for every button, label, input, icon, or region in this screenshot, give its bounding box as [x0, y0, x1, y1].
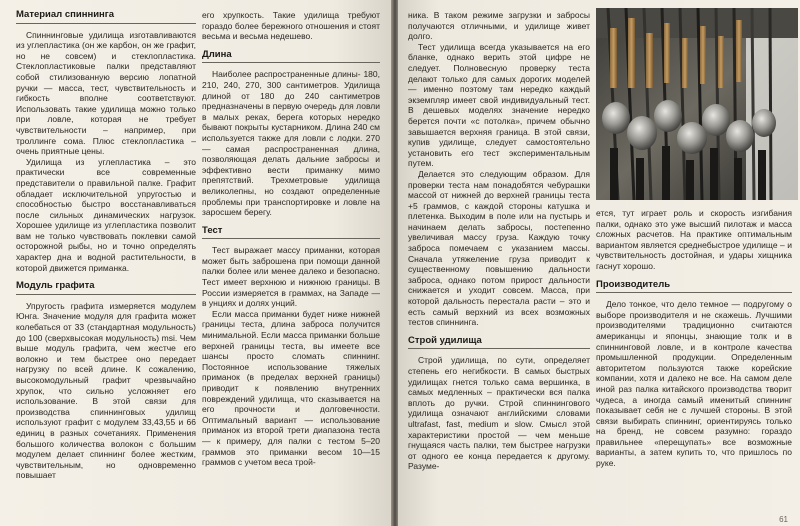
heading-length: Длина — [202, 50, 380, 64]
paragraph: Дело тонкое, что дело темное — подругому о выборе производителя и не скажешь. Лучшими производителями традиционно считаются американцы и японцы, знающие толк и в спиннинговой ловле, и в контроле качества промышленной продукции. Определенным авторитетом пользуются также корейские компании, хотя и далеко не все. На самом деле иной раз палка китайского производства творит чудеса, а иногда самый именитый спиннинг показывает себя не с лучшей стороны. В этой связи выбирать спиннинг, ориентируясь только на бренд, не совсем разумно: гораздо правильнее «перещупать» все возможные варианты, а затем купить то, что пришлось по руке. — [596, 299, 792, 469]
heading-material: Материал спиннинга — [16, 10, 196, 24]
paragraph: Строй удилища, по сути, определяет степень его негибкости. В самых быстрых удилищах гнется только сама вершинка, в самых медленных – практически вся палка вплоть до ручки. Строй спиннингового удилища означают английскими словами ultrafast, fast, medium и slow. Смысл этой характеристики простой — чем меньше гнущаяся часть палки, тем быстрее нагрузки от одного ее конца передается к другому. Разуме- — [408, 355, 590, 472]
heading-test: Тест — [202, 226, 380, 240]
paragraph: ется, тут играет роль и скорость изгибания палки, однако это уже высший пилотаж и масса сложных расчетов. На практике оптимальным вариантом является среднебыстрое удилище – и чувствительность достойная, и удары хищника гаснут хорошо. — [596, 208, 792, 271]
paragraph: Тест удилища всегда указывается на его бланке, однако верить этой цифре не следует. Полновесную проверку теста делают только для самых дорогих моделей — именно поэтому там нередко каждый экземпляр имеет свой индивидуальный тест. В дешевых моделях значение нередко берется почти «с потолка», причем обычно завышается верхняя граница. В этой связи, купив удилище, следует самостоятельно установить его тест экспериментальным путем. — [408, 41, 590, 169]
right-column-1 — [408, 10, 590, 472]
heading-rod-action: Строй удилища — [408, 336, 590, 350]
paragraph: его хрупкость. Такие удилища требуют гораздо более бережного отношения и стоят весьма и весьма недешево. — [202, 10, 380, 42]
heading-graphite-modulus: Модуль графита — [16, 281, 196, 295]
paragraph: Спиннинговые удилища изготавливаются из углепластика (он же карбон, он же графит, но не совсем) и стеклопластика. Стеклопластиковые палки представляют собой стилизованную версию лопатной ручки — масса, тест, чувствительность и гибкость вполне соответствуют. Использовать такие удилища можно только при ловле, которая не требует чувствительности – например, при троллинге сома. Плюс стеклопластика – очень приятные цены. — [16, 29, 196, 157]
paragraph: ника. В таком режиме загрузки и забросы получаются отличными, и удилище живет долго. — [408, 10, 590, 42]
paragraph: Наиболее распространенные длины- 180, 210, 240, 270, 300 сантиметров. Удилища длиной от 180 до 240 сантиметров предназначены в первую очередь для ловли в малых реках, берега которых нередко бывают покрыты кустарником. Длина 240 см используется также для ловли с лодки. 270 — самая распространенная длина, позволяющая делать дальние забросы и эффективно вести приманку мимо препятствий. Трехметровые удилища великолепны, но создают определенные проблемы при транспортировке и ловле на заросшем берегу. — [202, 69, 380, 218]
left-column-1 — [16, 10, 196, 481]
right-column-2 — [596, 208, 792, 469]
paragraph: Делается это следующим образом. Для проверки теста нам понадобятся чебурашки массой от нижней до верхней границы теста +5 граммов, с каждой стороны катушка и плетенка. Выходим в поле или на пустырь и начинаем делать забросы, постепенно увеличивая массу груза. Каждую точку заброса помечаем с указанием массы. Сначала утяжеление груза приводит к существенному повышению дальности заброса, однако потом прирост дальности снижается и уходит совсем. Масса, при которой дальность перестала расти – это и есть самый верхний из всех возможных тестов спиннинга. — [408, 168, 590, 328]
paragraph: Упругость графита измеряется модулем Юнга. Значение модуля для графита может колебаться от 33 (стандартная модульность) до 100 (сверхвысокая модульность) msi. Чем выше модуль графита, чем жестче его волокно и тем быстрее оно передает нагрузку по всей длине. К сожалению, высокомодульный графит чрезвычайно хрупок, что сильно усложняет его использование. В этой связи для производства спиннинговых удилищ используют графит с модулем 33,43,55 и 66 единиц в разных сочетаниях. Применения большого количества волокон с большим модулем делает спиннинг более жестким, чувствительным, но одновременно повышает — [16, 300, 196, 481]
paragraph: Удилища из углепластика – это практически все современные представители о правильной палке. Графит обладает исключительной упругостью и способностью быстро восстанавливаться после сильных динамических нагрузок. Хорошее удилище из углепластика позволит вам не только чувствовать поклевки самой осторожной рыбы, но и точно определять характер дна и водной растительности, в которой движется приманка. — [16, 156, 196, 273]
paragraph: Если масса приманки будет ниже нижней границы теста, длина заброса получится минимальной. Если масса приманки больше верхней границы теста, вы имеете все шансы просто сломать спиннинг. Постоянное использование тяжелых приманок (в пределах верхней границы) приводит к появлению внутренних повреждений удилища, что сказывается на его прочности и долговечности. Оптимальный вариант — использование приманок из второй трети диапазона теста — к примеру, для палки с тестом 5–20 граммов это приманки весом 10—15 граммов с учетом веса трой- — [202, 308, 380, 468]
heading-manufacturer: Производитель — [596, 280, 792, 294]
paragraph: Тест выражает массу приманки, которая может быть заброшена при помощи данной палки более или менее далеко и безопасно. Тест имеет верхнюю и нижнюю границы. В России измеряется в граммах, на Западе — в унциях и долях унций. — [202, 245, 380, 309]
left-column-2 — [202, 10, 380, 468]
page-number: 61 — [779, 515, 788, 524]
right-page — [398, 0, 800, 526]
left-page — [0, 0, 392, 526]
spinning-rods-photo — [596, 8, 798, 200]
